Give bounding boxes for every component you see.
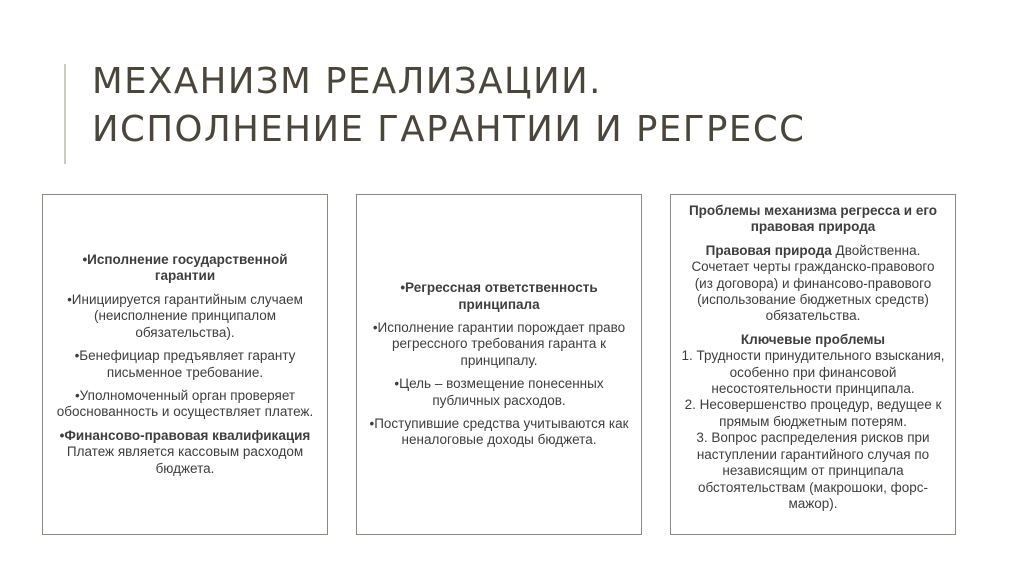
card-regress-liability [356, 194, 642, 535]
card1-heading: •Исполнение государственной гарантии [82, 252, 288, 284]
card3-problem-1: 1. Трудности принудительного взыскания, особенно при финансовой несостоятельности принципала. [681, 348, 945, 397]
card2-item-1: •Исполнение гарантии порождает право регрессного требования гаранта к принципалу. [372, 319, 626, 368]
card3-nature [681, 243, 945, 325]
card1-item-2: •Бенефициар предъявляет гаранту письменное требование. [74, 348, 296, 380]
card-regress-problems [670, 194, 956, 535]
card1-item-3: •Уполномоченный орган проверяет обоснованность и осуществляет платеж. [56, 387, 314, 420]
slide-title [92, 58, 992, 154]
card1-item-4-bold: •Финансово-правовая квалификация [59, 427, 311, 443]
card3-problem-2: 2. Несовершенство процедур, ведущее к прямым бюджетным потерям. [684, 397, 942, 429]
card1-item-4-text: Платеж является кассовым расходом бюджета. [66, 444, 304, 476]
card3-heading: Проблемы механизма регресса и его правовая природа [688, 203, 938, 235]
card-guarantee-execution [42, 194, 328, 535]
card3-problems-heading: Ключевые проблемы [740, 331, 886, 347]
card2-item-2: •Цель – возмещение понесенных публичных расходов. [394, 376, 604, 408]
slide-title-line-1: МЕХАНИЗМ РЕАЛИЗАЦИИ. [92, 61, 602, 102]
card2-heading: •Регрессная ответственность принципала [400, 280, 598, 312]
card3-nature-bold: Правовая природа [705, 242, 832, 258]
card1-item-4 [53, 428, 317, 477]
card3-nature-text: Двойственна. Сочетает черты гражданско-правового (из договора) и финансово-правового (использование бюджетных средств) обязательства. [691, 242, 935, 324]
title-accent-bar [64, 64, 66, 164]
card3-problem-3: 3. Вопрос распределения рисков при наступлении гарантийного случая по независящим от принципала обстоятельствам (макрошоки, форс-мажор). [696, 430, 930, 511]
slide-title-line-2: ИСПОЛНЕНИЕ ГАРАНТИИ И РЕГРЕСС [92, 109, 806, 150]
card1-item-1: •Инициируется гарантийным случаем (неисполнение принципалом обязательства). [67, 291, 303, 340]
card2-item-3: •Поступившие средства учитываются как неналоговые доходы бюджета. [369, 416, 629, 448]
